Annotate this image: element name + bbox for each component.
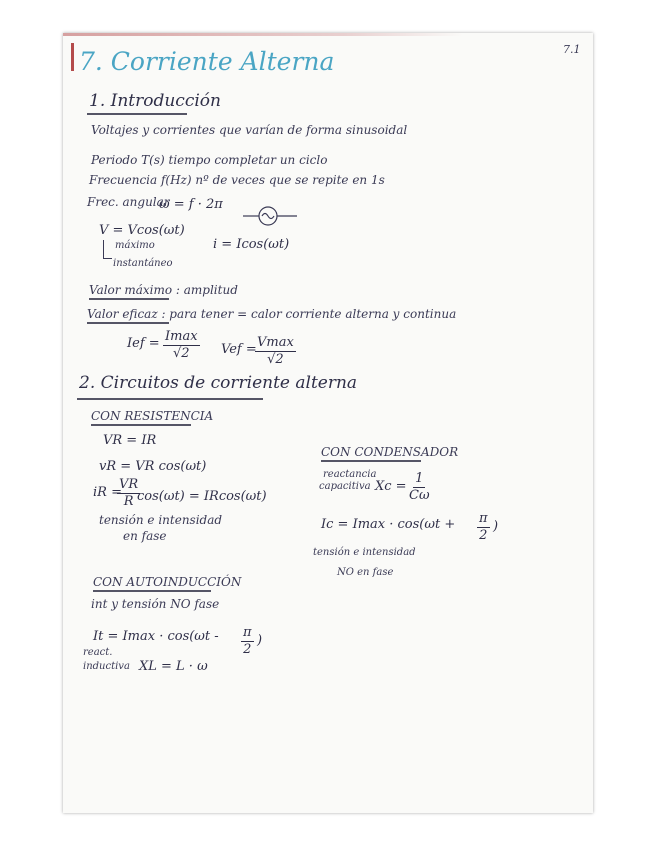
valor-eficaz-line: Valor eficaz : para tener = calor corriente alterna y continua bbox=[87, 307, 457, 321]
page-top-edge bbox=[63, 33, 463, 36]
condensador-react2: capacitiva bbox=[319, 481, 371, 492]
condensador-note1: tensión e intensidad bbox=[313, 547, 416, 558]
notebook-page bbox=[63, 33, 593, 813]
page-title: 7. Corriente Alterna bbox=[79, 47, 335, 76]
ief-denominator: √2 bbox=[172, 346, 190, 361]
autoinduccion-note: int y tensión NO fase bbox=[91, 597, 220, 611]
autoinduccion-react1: react. bbox=[83, 647, 113, 658]
page-number: 7.1 bbox=[563, 43, 581, 56]
condensador-ic-numerator: π bbox=[479, 511, 488, 526]
condensador-xc-numerator: 1 bbox=[415, 471, 424, 486]
v-bracket bbox=[103, 240, 112, 259]
vef-left: Vef = bbox=[221, 342, 257, 357]
autoinduccion-it-left: It = Imax · cos(ωt - bbox=[93, 629, 219, 644]
margin-mark bbox=[71, 43, 74, 71]
condensador-xc-fraction bbox=[409, 471, 430, 504]
frec-angular-eq: ω = f · 2π bbox=[159, 197, 223, 212]
resistencia-note1: tensión e intensidad bbox=[99, 513, 223, 527]
v-instantaneo: instantáneo bbox=[113, 258, 173, 269]
v-equation: V = Vcos(ωt) bbox=[99, 223, 185, 238]
section-1-heading: 1. Introducción bbox=[89, 91, 221, 111]
resistencia-eq3-denominator: R bbox=[123, 494, 134, 509]
condensador-ic-left: Ic = Imax · cos(ωt + bbox=[321, 517, 456, 532]
v-maximo: máximo bbox=[115, 240, 155, 251]
valor-eficaz-underline bbox=[87, 322, 169, 324]
autoinduccion-underline bbox=[93, 590, 211, 592]
resistencia-eq2: vR = VR cos(ωt) bbox=[99, 459, 207, 474]
section-2-heading: 2. Circuitos de corriente alterna bbox=[79, 373, 358, 393]
vef-numerator: Vmax bbox=[257, 335, 294, 350]
autoinduccion-heading: CON AUTOINDUCCIÓN bbox=[93, 575, 242, 589]
ief-left: Ief = bbox=[127, 336, 160, 351]
vef-denominator: √2 bbox=[267, 352, 284, 367]
condensador-xc-denominator: Cω bbox=[409, 488, 430, 503]
condensador-underline bbox=[321, 460, 421, 462]
autoinduccion-react2: inductiva bbox=[83, 661, 130, 672]
valor-maximo-line: Valor máximo : amplitud bbox=[89, 283, 238, 297]
resistencia-eq3-left: iR = bbox=[93, 485, 122, 500]
resistencia-underline bbox=[91, 424, 191, 426]
frec-angular-label: Frec. angular bbox=[87, 195, 170, 209]
resistencia-heading: CON RESISTENCIA bbox=[91, 409, 214, 423]
ief-fraction bbox=[163, 329, 200, 362]
ief-numerator: Imax bbox=[165, 329, 198, 344]
frecuencia-line: Frecuencia f(Hz) nº de veces que se repite en 1s bbox=[89, 173, 385, 187]
ac-source-icon bbox=[243, 205, 299, 227]
section-2-underline bbox=[77, 398, 263, 400]
autoinduccion-it-numerator: π bbox=[243, 625, 252, 640]
condensador-ic-fraction bbox=[477, 511, 490, 544]
periodo-line: Periodo T(s) tiempo completar un ciclo bbox=[91, 153, 328, 167]
resistencia-eq3-right: cos(ωt) = IRcos(ωt) bbox=[137, 489, 267, 504]
autoinduccion-it-denominator: 2 bbox=[243, 642, 252, 657]
condensador-note2: NO en fase bbox=[337, 567, 394, 578]
i-equation: i = Icos(ωt) bbox=[213, 237, 290, 252]
valor-maximo-underline bbox=[89, 298, 169, 300]
resistencia-note2: en fase bbox=[123, 529, 167, 543]
resistencia-eq1: VR = IR bbox=[103, 433, 157, 448]
condensador-ic-denominator: 2 bbox=[479, 528, 488, 543]
autoinduccion-it-right: ) bbox=[257, 633, 263, 648]
condensador-react1: reactancia bbox=[323, 469, 377, 480]
intro-line: Voltajes y corrientes que varían de forma sinusoidal bbox=[91, 123, 408, 137]
autoinduccion-it-fraction bbox=[241, 625, 254, 658]
resistencia-eq3-numerator: VR bbox=[119, 477, 139, 492]
autoinduccion-xl-eq: XL = L · ω bbox=[139, 659, 208, 674]
vef-fraction bbox=[255, 335, 296, 368]
condensador-ic-right: ) bbox=[493, 519, 499, 534]
condensador-xc-left: Xc = bbox=[375, 479, 407, 494]
condensador-heading: CON CONDENSADOR bbox=[321, 445, 459, 459]
section-1-underline bbox=[87, 113, 187, 115]
